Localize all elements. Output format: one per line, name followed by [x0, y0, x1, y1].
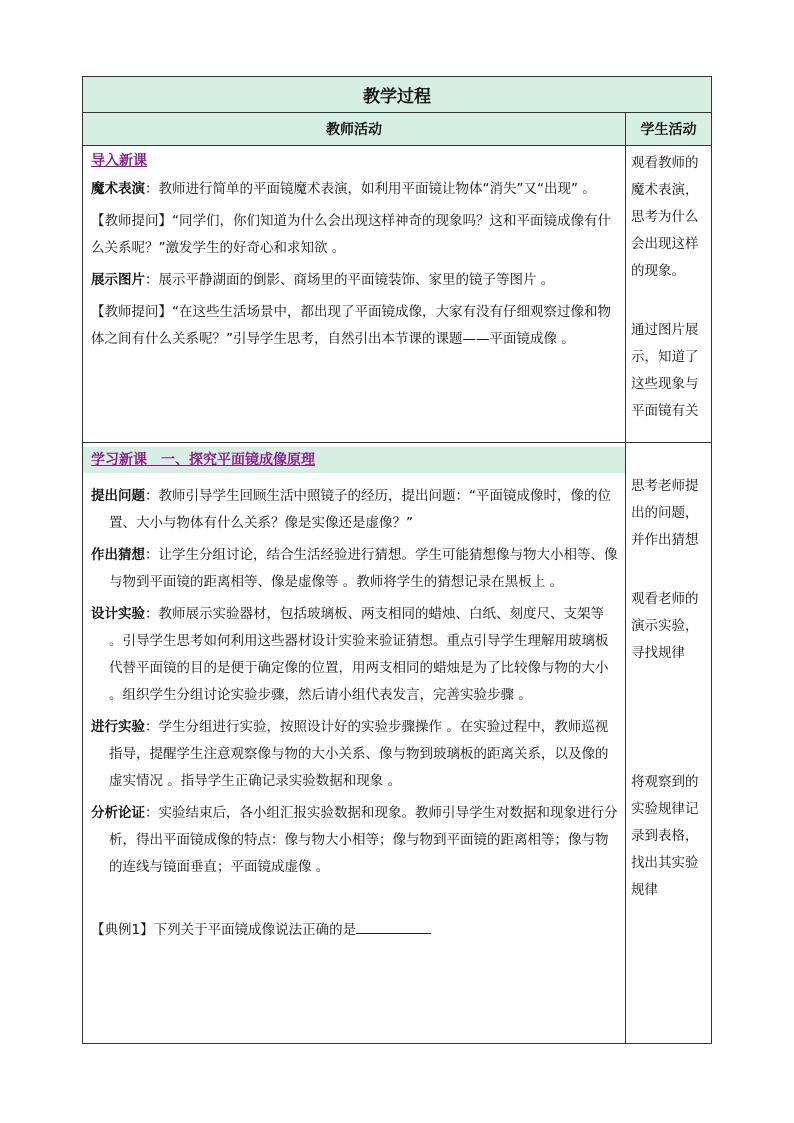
- student-activity-3: 思考老师提出的问题，并作出猜想: [631, 478, 699, 548]
- conduct-experiment-paragraph: [91, 714, 619, 795]
- teacher-activity-header: 教师活动: [83, 113, 626, 146]
- show-pictures-text: ：展示平静湖面的倒影、商场里的平面镜装饰、家里的镜子等图片 。: [145, 272, 555, 288]
- analysis-paragraph: [91, 800, 619, 881]
- student-activity-2: 通过图片展示，知道了这些现象与平面镜有关: [631, 322, 699, 419]
- design-experiment-label: 设计实验: [91, 606, 145, 622]
- magic-show-text: ：教师进行简单的平面镜魔术表演，如利用平面镜让物体“消失”又“出现” 。: [145, 181, 596, 197]
- teacher-question-1: 【教师提问】“同学们，你们知道为什么会出现这样神奇的现象吗？这和平面镜成像有什么关系呢？”激发学生的好奇心和求知欲 。: [91, 213, 611, 256]
- magic-show-paragraph: [91, 176, 619, 203]
- section1-teacher-cell: [83, 146, 626, 443]
- pose-question-paragraph: [91, 483, 619, 537]
- show-pictures-paragraph: [91, 267, 619, 294]
- section2-heading: 学习新课 一、探究平面镜成像原理: [83, 447, 625, 473]
- hypothesis-text: ：让学生分组讨论，结合生活经验进行猜想。学生可能猜想像与物大小相等、像与物到平面镜的距离相等、像是虚像等 。教师将学生的猜想记录在黑板上 。: [109, 547, 618, 590]
- analysis-label: 分析论证: [91, 805, 145, 821]
- analysis-text: ：实验结束后，各小组汇报实验数据和现象。教师引导学生对数据和现象进行分析，得出平面镜成像的特点：像与物大小相等；像与物到平面镜的距离相等；像与物的连线与镜面垂直；平面镜成虚像 。: [109, 805, 618, 875]
- student-activity-header: 学生活动: [626, 113, 712, 146]
- conduct-experiment-label: 进行实验: [91, 719, 145, 735]
- table-title: 教学过程: [83, 77, 712, 113]
- magic-show-label: 魔术表演: [91, 181, 145, 197]
- teaching-process-table: [82, 76, 712, 1044]
- design-experiment-paragraph: [91, 601, 619, 709]
- student-activity-1: 观看教师的魔术表演，思考为什么会出现这样的现象。: [631, 155, 699, 279]
- pose-question-text: ：教师引导学生回顾生活中照镜子的经历，提出问题：“平面镜成像时，像的位置、大小与物体有什么关系？像是实像还是虚像？”: [109, 488, 611, 531]
- section1-student-cell: [626, 146, 712, 443]
- section2-student-cell: [626, 443, 712, 1044]
- student-activity-4: 观看老师的演示实验，寻找规律: [631, 591, 699, 661]
- conduct-experiment-text: ：学生分组进行实验，按照设计好的实验步骤操作 。在实验过程中，教师巡视指导，提醒学生注意观察像与物的大小关系、像与物到玻璃板的距离关系，以及像的虚实情况 。指导学生正确记录实验数据和现象 。: [109, 719, 609, 789]
- student-activity-5: 将观察到的实验规律记录到表格，找出其实验规律: [631, 774, 699, 898]
- section1-heading: 导入新课: [91, 153, 147, 169]
- example-question: [91, 917, 619, 944]
- pose-question-label: 提出问题: [91, 488, 145, 504]
- show-pictures-label: 展示图片: [91, 272, 145, 288]
- answer-blank: [356, 919, 431, 934]
- teacher-question-2: 【教师提问】“在这些生活场景中，都出现了平面镜成像，大家有没有仔细观察过像和物体之间有什么关系呢？”引导学生思考，自然引出本节课的课题——平面镜成像 。: [91, 304, 611, 347]
- hypothesis-paragraph: [91, 542, 619, 596]
- hypothesis-label: 作出猜想: [91, 547, 145, 563]
- design-experiment-text: ：教师展示实验器材，包括玻璃板、两支相同的蜡烛、白纸、刻度尺、支架等 。引导学生思考如何利用这些器材设计实验来验证猜想。重点引导学生理解用玻璃板代替平面镜的目的是便于确定像的位置，用两支相同的蜡烛是为了比较像与物的大小 。组织学生分组讨论实验步骤，然后请小组代表发言，完善实验步骤 。: [109, 606, 609, 703]
- example-question-text: 【典例1】下列关于平面镜成像说法正确的是: [91, 922, 357, 938]
- section2-teacher-cell: [83, 443, 626, 1044]
